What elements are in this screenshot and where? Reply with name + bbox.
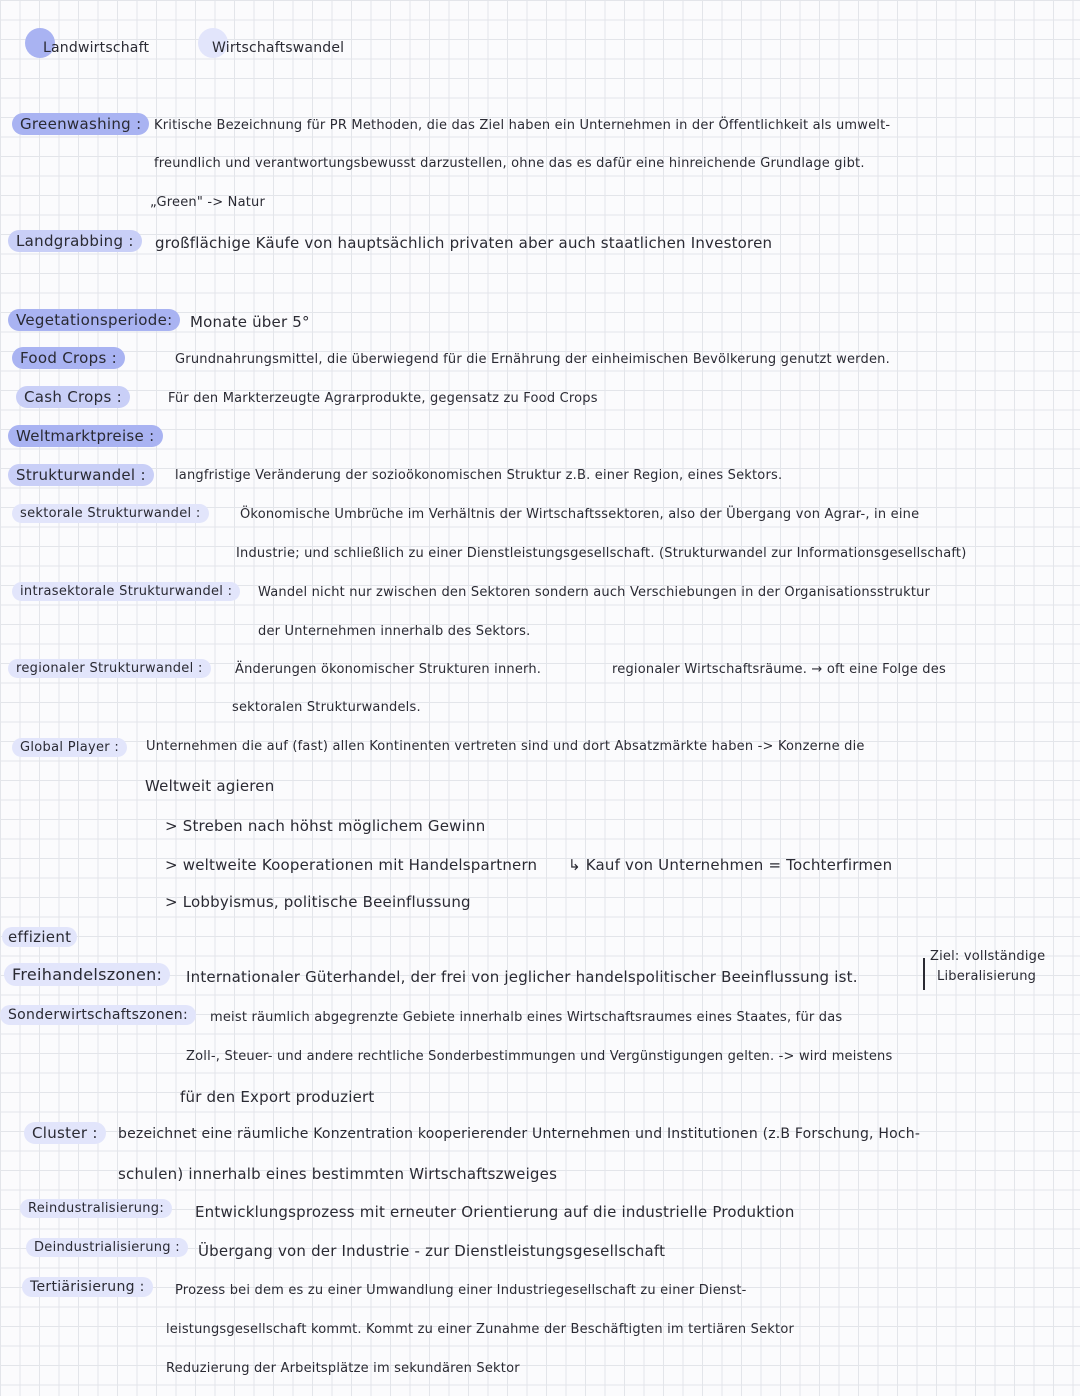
- term-deindustrialisierung: Deindustrialisierung :: [26, 1238, 188, 1257]
- freihandelszonen-divider: [923, 958, 925, 990]
- def-cash-crops-1: Für den Markterzeugte Agrarprodukte, gegensatz zu Food Crops: [168, 391, 598, 406]
- global-player-bullet-2: > weltweite Kooperationen mit Handelspartnern: [165, 856, 538, 874]
- term-cluster: Cluster :: [24, 1122, 106, 1144]
- def-sonderwirtschaftszonen-1: meist räumlich abgegrenzte Gebiete innerhalb eines Wirtschaftsraumes eines Staates, für das: [210, 1010, 843, 1025]
- def-intrasektorale-2: der Unternehmen innerhalb des Sektors.: [258, 624, 531, 639]
- def-greenwashing-2: freundlich und verantwortungsbewusst darzustellen, ohne das es dafür eine hinreichende Grundlage gibt.: [154, 156, 865, 171]
- def-strukturwandel-1: langfristige Veränderung der sozioökonomischen Struktur z.B. einer Region, eines Sektors.: [175, 468, 783, 483]
- def-freihandelszonen-1: Internationaler Güterhandel, der frei von jeglicher handelspolitischer Beeinflussung ist.: [186, 968, 858, 986]
- tag-wirtschaftswandel: Wirtschaftswandel: [212, 40, 345, 56]
- def-global-player-2: Weltweit agieren: [145, 777, 275, 795]
- def-regionaler-1: Änderungen ökonomischer Strukturen innerh.: [235, 662, 542, 677]
- def-food-crops-1: Grundnahrungsmittel, die überwiegend für die Ernährung der einheimischen Bevölkerung genutzt werden.: [175, 352, 890, 367]
- def-sektorale-1: Ökonomische Umbrüche im Verhältnis der Wirtschaftssektoren, also der Übergang von Agrar-, in eine: [240, 507, 920, 522]
- freihandelszonen-side-1: Ziel: vollständige: [930, 949, 1046, 964]
- global-player-bullet-3: > Lobbyismus, politische Beeinflussung: [165, 893, 471, 911]
- term-tertiaerisierung: Tertiärisierung :: [22, 1277, 153, 1297]
- def-reindustrialisierung-1: Entwicklungsprozess mit erneuter Orientierung auf die industrielle Produktion: [195, 1203, 795, 1221]
- term-sektorale-strukturwandel: sektorale Strukturwandel :: [12, 504, 209, 523]
- def-tertiaerisierung-2: leistungsgesellschaft kommt. Kommt zu einer Zunahme der Beschäftigten im tertiären Sektor: [166, 1322, 795, 1337]
- def-greenwashing-1: Kritische Bezeichnung für PR Methoden, die das Ziel haben ein Unternehmen in der Öffentlichkeit als umwelt-: [154, 118, 891, 133]
- term-reindustrialisierung: Reindustralisierung:: [20, 1199, 172, 1218]
- term-regionaler-strukturwandel: regionaler Strukturwandel :: [8, 659, 211, 678]
- def-sonderwirtschaftszonen-3: für den Export produziert: [180, 1088, 375, 1106]
- def-global-player-1: Unternehmen die auf (fast) allen Kontinenten vertreten sind und dort Absatzmärkte haben -> Konzerne die: [146, 739, 865, 754]
- def-deindustrialisierung-1: Übergang von der Industrie - zur Dienstleistungsgesellschaft: [198, 1242, 666, 1260]
- def-regionaler-2: sektoralen Strukturwandels.: [232, 700, 421, 715]
- term-greenwashing: Greenwashing :: [12, 113, 149, 135]
- def-landgrabbing-1: großflächige Käufe von hauptsächlich privaten aber auch staatlichen Investoren: [155, 234, 773, 252]
- term-cash-crops: Cash Crops :: [16, 386, 130, 408]
- def-tertiaerisierung-3: Reduzierung der Arbeitsplätze im sekundären Sektor: [166, 1361, 520, 1376]
- term-freihandelszonen: Freihandelszonen:: [4, 963, 170, 986]
- def-regionaler-1b: regionaler Wirtschaftsräume. → oft eine Folge des: [612, 662, 946, 677]
- freihandelszonen-side-2: Liberalisierung: [937, 969, 1037, 984]
- def-greenwashing-3: „Green" -> Natur: [150, 195, 266, 210]
- term-food-crops: Food Crops :: [12, 347, 125, 369]
- def-intrasektorale-1: Wandel nicht nur zwischen den Sektoren sondern auch Verschiebungen in der Organisationsstruktur: [258, 585, 931, 600]
- def-sektorale-2: Industrie; und schließlich zu einer Dienstleistungsgesellschaft. (Strukturwandel zur Informationsgesellschaft): [236, 546, 967, 561]
- term-sonderwirtschaftszonen: Sonderwirtschaftszonen:: [0, 1005, 196, 1025]
- def-cluster-2: schulen) innerhalb eines bestimmten Wirtschaftszweiges: [118, 1165, 558, 1183]
- term-vegetationsperiode: Vegetationsperiode:: [8, 309, 180, 331]
- def-cluster-1: bezeichnet eine räumliche Konzentration kooperierender Unternehmen und Institutionen (z.B Forschung, Hoch-: [118, 1126, 921, 1142]
- term-intrasektorale-strukturwandel: intrasektorale Strukturwandel :: [12, 582, 240, 601]
- term-landgrabbing: Landgrabbing :: [8, 230, 142, 252]
- def-tertiaerisierung-1: Prozess bei dem es zu einer Umwandlung einer Industriegesellschaft zu einer Dienst-: [175, 1283, 747, 1298]
- term-global-player: Global Player :: [12, 738, 127, 757]
- global-player-sub-arrow: ↳ Kauf von Unternehmen = Tochterfirmen: [568, 856, 893, 874]
- global-player-bullet-1: > Streben nach höhst möglichem Gewinn: [165, 817, 486, 835]
- def-vegetationsperiode-1: Monate über 5°: [190, 313, 310, 331]
- tag-landwirtschaft: Landwirtschaft: [43, 40, 150, 56]
- term-effizient: effizient: [2, 927, 77, 947]
- def-sonderwirtschaftszonen-2: Zoll-, Steuer- und andere rechtliche Sonderbestimmungen und Vergünstigungen gelten. -> wird meistens: [186, 1049, 893, 1064]
- term-strukturwandel: Strukturwandel :: [8, 464, 154, 486]
- term-weltmarktpreise: Weltmarktpreise :: [8, 425, 163, 447]
